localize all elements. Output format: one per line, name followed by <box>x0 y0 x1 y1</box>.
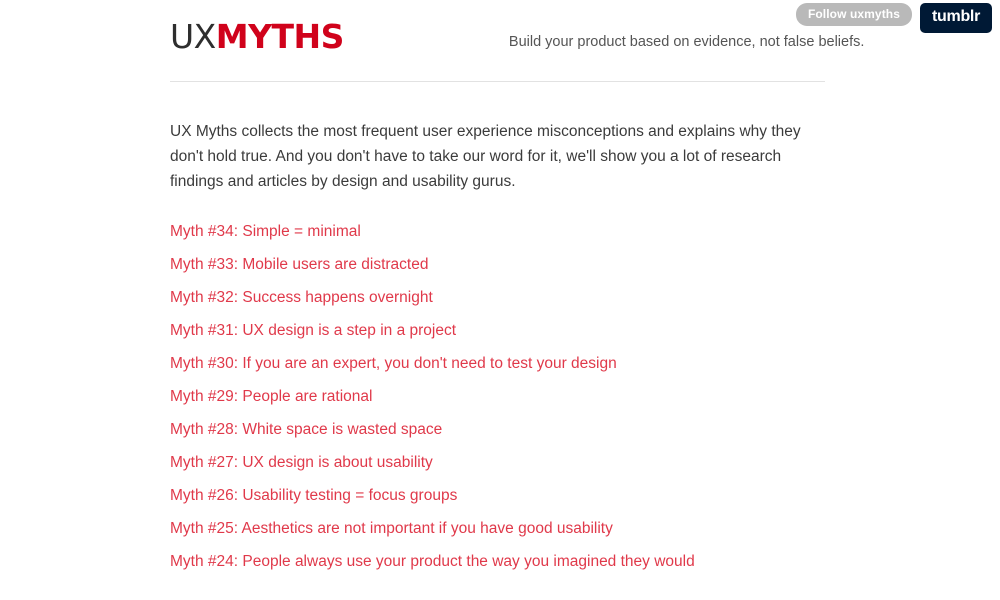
tumblr-widget <box>796 0 1000 33</box>
list-item <box>170 418 830 442</box>
tumblr-button[interactable]: tumblr <box>920 3 992 33</box>
myth-link[interactable]: Myth #28: White space is wasted space <box>170 421 443 439</box>
myth-link[interactable]: Myth #33: Mobile users are distracted <box>170 256 429 274</box>
myth-link[interactable]: Myth #26: Usability testing = focus groups <box>170 487 458 505</box>
list-item <box>170 451 830 475</box>
myth-link[interactable]: Myth #32: Success happens overnight <box>170 289 433 307</box>
list-item <box>170 385 830 409</box>
header-divider <box>170 81 825 82</box>
list-item <box>170 220 830 244</box>
list-item <box>170 550 830 574</box>
follow-uxmyths-button[interactable]: Follow uxmyths <box>796 3 912 26</box>
logo-text-ux: UX <box>170 17 216 56</box>
site-tagline: Build your product based on evidence, not false beliefs. <box>508 34 865 50</box>
myth-link[interactable]: Myth #27: UX design is about usability <box>170 454 433 472</box>
myth-link[interactable]: Myth #31: UX design is a step in a project <box>170 322 457 340</box>
list-item <box>170 517 830 541</box>
logo-text-myths: MYTHS <box>215 17 344 56</box>
myth-link[interactable]: Myth #29: People are rational <box>170 388 373 406</box>
list-item <box>170 352 830 376</box>
myth-link[interactable]: Myth #34: Simple = minimal <box>170 223 361 241</box>
myth-list <box>170 220 830 574</box>
site-header <box>170 17 865 56</box>
list-item <box>170 253 830 277</box>
site-logo[interactable] <box>170 17 344 56</box>
myth-link[interactable]: Myth #24: People always use your product the way you imagined they would <box>170 553 695 571</box>
intro-paragraph: UX Myths collects the most frequent user experience misconceptions and explains why they don't hold true. And you don't have to take our word for it, we'll show you a lot of research findings and articles by design and usability gurus. <box>170 123 801 191</box>
list-item <box>170 286 830 310</box>
myth-link[interactable]: Myth #30: If you are an expert, you don't need to test your design <box>170 355 617 373</box>
list-item <box>170 319 830 343</box>
myth-link[interactable]: Myth #25: Aesthetics are not important if you have good usability <box>170 520 613 538</box>
list-item <box>170 484 830 508</box>
